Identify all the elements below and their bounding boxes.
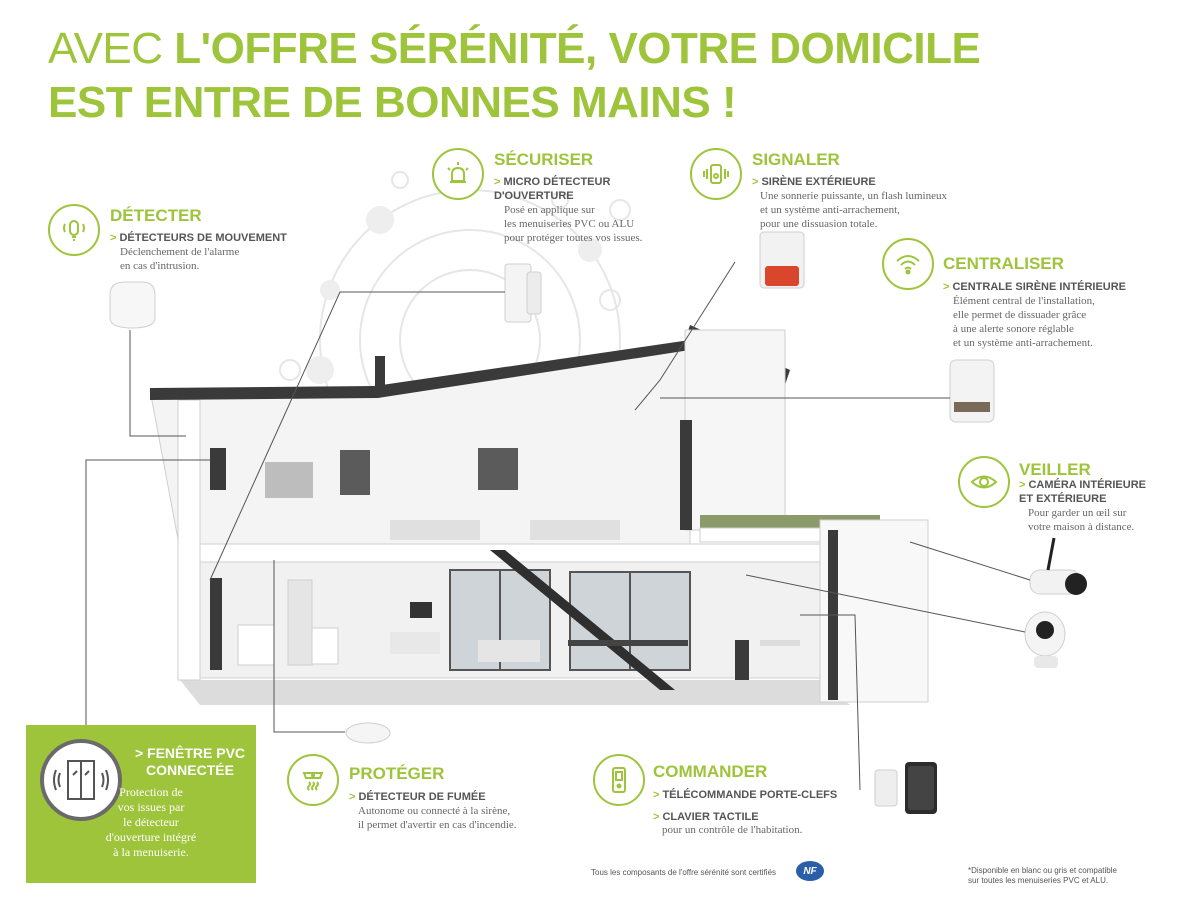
section-title-proteger: PROTÉGER [349,764,445,783]
wifi-icon [882,238,934,290]
connected-window-text: Protection de vos issues par le détecteur d'ouverture intégré à la menuiserie. [105,785,197,859]
section-subtitle-securiser-text: MICRO DÉTECTEUR D'OUVERTURE [494,176,611,202]
nf-logo [796,861,824,881]
availability-note: *Disponible en blanc ou gris et compatible sur toutes les menuiseries PVC et ALU. [968,866,1117,885]
section-text-commander: pour un contrôle de l'habitation. [662,824,803,836]
connected-window-box [26,725,256,883]
section-subtitle-detecter-text: DÉTECTEURS DE MOUVEMENT [119,232,287,244]
section-title-centraliser: CENTRALISER [943,254,1064,273]
section-subtitle-commander: > TÉLÉCOMMANDE PORTE-CLEFS [653,789,838,801]
house-base [180,680,850,705]
headline-bold-line1: L'OFFRE SÉRÉNITÉ, VOTRE DOMICILE [174,24,981,73]
nf-logo-text: NF [803,865,817,877]
section-subtitle-commander-text: TÉLÉCOMMANDE PORTE-CLEFS [662,789,838,801]
section-title-signaler: SIGNALER [752,150,840,169]
section-text-veiller: Pour garder un œil sur votre maison à distance. [1028,507,1135,533]
motion-sensor-icon [48,204,100,256]
section-subtitle-proteger: > DÉTECTEUR DE FUMÉE [349,791,486,803]
device-central-siren [950,360,994,422]
eye-icon [958,456,1010,508]
section-subtitle-centraliser-text: CENTRALE SIRÈNE INTÉRIEURE [952,281,1127,293]
device-indoor-camera [1025,612,1065,668]
page-headline [48,22,980,130]
vibrating-phone-icon [690,148,742,200]
section-title-commander: COMMANDER [653,762,768,781]
section-subtitle-proteger-text: DÉTECTEUR DE FUMÉE [358,791,486,803]
device-outdoor-camera [1030,538,1087,595]
house-body [150,325,928,702]
section-title-detecter: DÉTECTER [110,206,202,225]
device-keyfob-keypad [875,762,937,814]
headline-line2: EST ENTRE DE BONNES MAINS ! [48,78,737,127]
section-subtitle-veiller-text: CAMÉRA INTÉRIEURE ET EXTÉRIEURE [1019,479,1146,505]
section-subtitle-veiller: > CAMÉRA INTÉRIEURE ET EXTÉRIEURE [1019,479,1146,505]
device-opening-sensor [505,264,541,322]
section-text-securiser: Posé en applique sur les menuiseries PVC ou ALU pour protéger toutes vos issues. [504,204,643,244]
section-subtitle2-commander: > CLAVIER TACTILE [653,811,759,823]
remote-control-icon [593,754,645,806]
device-motion-sensor [110,282,155,328]
section-subtitle2-commander-text: CLAVIER TACTILE [662,811,759,823]
section-subtitle-centraliser: > CENTRALE SIRÈNE INTÉRIEURE [943,281,1127,293]
section-subtitle-signaler-text: SIRÈNE EXTÉRIEURE [761,176,876,188]
section-title-veiller: VEILLER [1019,460,1091,479]
connected-window-title: > FENÊTRE PVC CONNECTÉE [134,745,246,778]
section-title-securiser: SÉCURISER [494,150,594,169]
certification-text: Tous les composants de l'offre sérénité sont certifiés [591,868,777,877]
section-subtitle-securiser: > MICRO DÉTECTEUR D'OUVERTURE [494,176,611,202]
section-text-proteger: Autonome ou connecté à la sirène, il permet d'avertir en cas d'incendie. [358,805,517,831]
section-text-centraliser: Élément central de l'installation, elle permet de dissuader grâce à une alerte sonore réglable et un système anti-arrachement. [953,295,1095,349]
device-exterior-siren [760,232,804,288]
section-text-signaler: Une sonnerie puissante, un flash lumineux et un système anti-arrachement, pour une dissuasion totale. [760,190,947,230]
alarm-light-icon [432,148,484,200]
headline-light: AVEC [48,24,175,73]
section-subtitle-detecter: > DÉTECTEURS DE MOUVEMENT [110,232,287,244]
section-text-detecter: Déclenchement de l'alarme en cas d'intrusion. [120,246,240,272]
section-subtitle-signaler: > SIRÈNE EXTÉRIEURE [752,176,876,188]
device-smoke-detector [346,723,390,743]
smoke-detector-icon [287,754,339,806]
